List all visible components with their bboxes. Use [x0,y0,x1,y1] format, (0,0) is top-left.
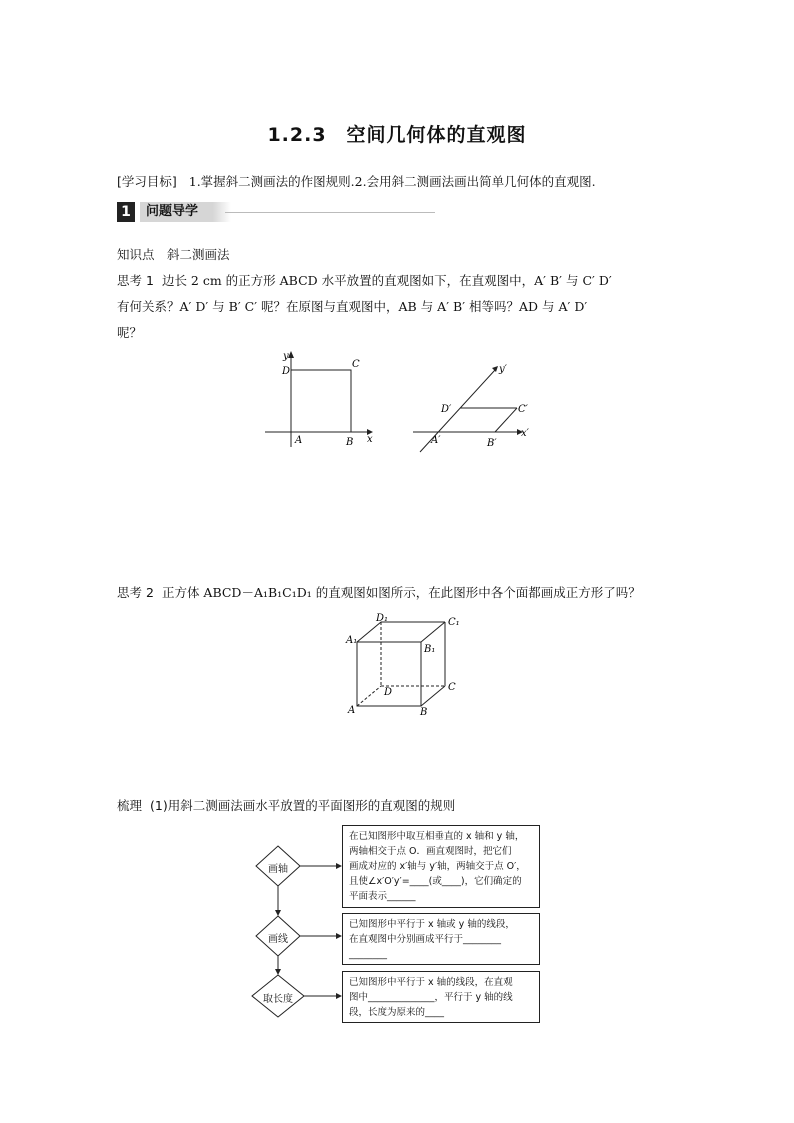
section-title: 问题导学 [140,202,231,222]
label-A: A [295,435,303,446]
arrow-head-down-1 [275,910,281,916]
think2-text: 正方体 ABCD－A₁B₁C₁D₁ 的直观图如图所示，在此图形中各个面都画成正方形了吗？ [161,585,641,600]
knowledge-point: 知识点 斜二测画法 [117,247,230,262]
step-draw-axis: 画轴 [268,864,288,875]
think1-text-1: 边长 2 cm 的正方形 ABCD 水平放置的直观图如下，在直观图中，A′ B′ 与 C′ D′ [161,273,612,288]
rule-box-line [342,913,540,965]
label-D: D [384,687,393,698]
rule-box-axis-line: 两轴相交于点 O．画直观图时，把它们 [349,846,512,857]
edge-CB [495,408,517,432]
think2-label: 思考 2 [117,585,154,600]
label-A: A [348,705,356,716]
figure-square-original [265,351,373,448]
think1-label: 思考 1 [117,273,154,288]
label-y: y [283,351,289,362]
label-y-prime: y′ [499,364,507,375]
think1-line1 [117,268,612,294]
section-number: 1 [117,202,135,222]
learning-goal-text: 1.掌握斜二测画法的作图规则.2.会用斜二测画法画出简单几何体的直观图. [188,174,596,189]
label-A1: A₁ [346,635,358,646]
rule-box-length [342,971,540,1023]
figure-cube [340,612,470,717]
figure-square-oblique [413,364,530,452]
label-C: C [448,682,456,693]
label-C1: C₁ [448,617,460,628]
rule-box-axis-line: 平面表示______ [349,891,416,902]
section-divider [225,212,435,213]
rule-box-length-line: 已知图形中平行于 x 轴的线段，在直观 [349,977,513,988]
rule-box-length-line: 段，长度为原来的____ [349,1007,445,1018]
edge-AD-hidden [357,686,381,706]
think1-line2: 有何关系？A′ D′ 与 B′ C′ 呢？在原图与直观图中，AB 与 A′ B′ 相等吗？AD 与 A′ D′ [117,299,588,314]
label-B1: B₁ [424,644,436,655]
square-outline [291,370,351,432]
y-axis-arrow [288,351,294,358]
rule-box-axis-line: 画成对应的 x′轴与 y′轴，两轴交于点 O′， [349,861,526,872]
edge-B1C1 [421,622,445,642]
summary-text: (1)用斜二测画法画水平放置的平面图形的直观图的规则 [150,798,456,813]
label-B: B [420,707,428,717]
arrow-head-down-2 [275,969,281,975]
learning-goal [117,172,596,190]
label-D-prime: D′ [441,404,452,415]
rule-box-axis [342,825,540,908]
learning-goal-label: [学习目标] [117,174,177,189]
summary-label: 梳理 [117,798,143,813]
label-D: D [282,366,291,377]
edge-BC [421,686,445,706]
rule-box-axis-line: 在已知图形中取互相垂直的 x 轴和 y 轴， [349,831,525,842]
label-x: x [367,434,373,445]
label-A-prime: A′ [431,435,441,446]
label-C-prime: C′ [518,404,528,415]
figure-square [255,345,545,460]
label-C: C [352,359,360,370]
rule-box-axis-line: 且使∠x′O′y′=____(或____)，它们确定的 [349,876,522,887]
y-prime-axis-arrow [492,366,498,372]
rule-box-line-line: 已知图形中平行于 x 轴或 y 轴的线段， [349,919,515,930]
think2 [117,580,641,606]
rule-box-line-line: 在直观图中分别画成平行于________ [349,934,502,945]
step-take-length: 取长度 [263,994,293,1005]
label-B: B [346,437,354,448]
summary [117,793,455,819]
page-title: 1.2.3 空间几何体的直观图 [267,124,527,146]
label-B-prime: B′ [487,438,497,449]
rule-box-length-line: 图中______________，平行于 y 轴的线 [349,992,513,1003]
think1-line3: 呢？ [117,325,143,340]
label-x-prime: x′ [521,428,529,439]
step-draw-line: 画线 [268,934,288,945]
rule-box-line-line: ________ [349,949,387,960]
edge-A1D1 [357,622,381,642]
label-D1: D₁ [376,613,389,624]
